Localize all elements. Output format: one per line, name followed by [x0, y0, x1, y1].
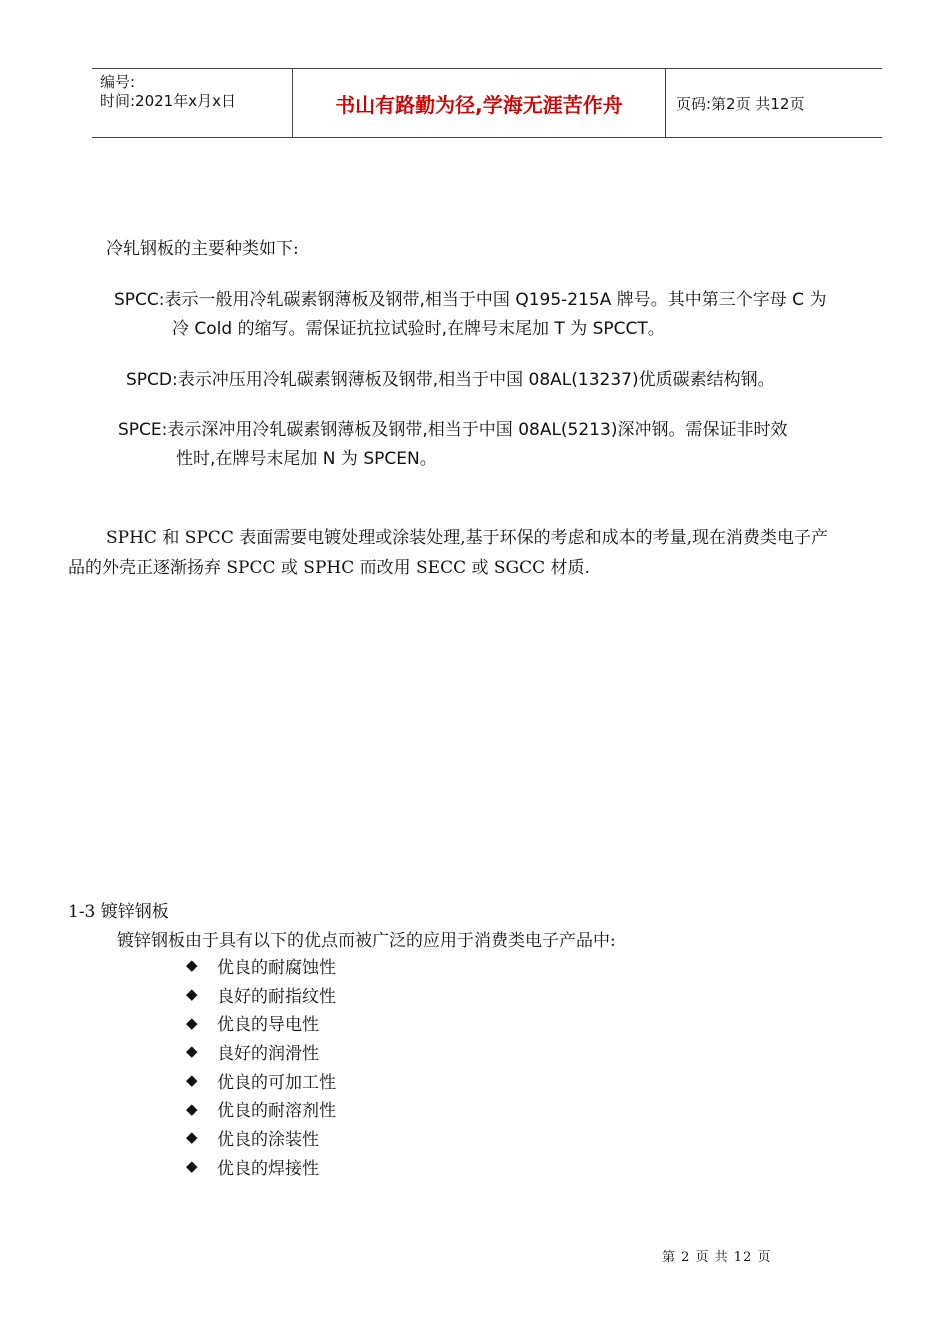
- list-item: [186, 1008, 336, 1037]
- paragraph-line-1: SPHC 和 SPCC 表面需要电镀处理或涂装处理,基于环保的考虑和成本的考量,现在消费类电子产: [106, 528, 829, 548]
- header-page-info: 页码:第2页 共12页: [676, 94, 805, 113]
- diamond-bullet-icon: ◆: [186, 956, 198, 975]
- list-item: [186, 1152, 336, 1181]
- page-header: [92, 68, 882, 138]
- diamond-bullet-icon: ◆: [186, 1128, 198, 1147]
- header-meta-cell: [92, 69, 293, 137]
- section-title: 1-3 镀锌钢板: [68, 902, 169, 922]
- spcc-line-2: 冷 Cold 的缩写。需保证抗拉试验时,在牌号末尾加 T 为 SPCCT。: [172, 319, 665, 339]
- diamond-bullet-icon: ◆: [186, 1157, 198, 1176]
- list-item-text: 良好的润滑性: [217, 1043, 319, 1064]
- spcc-line-1: SPCC:表示一般用冷轧碳素钢薄板及钢带,相当于中国 Q195-215A 牌号。其中第三个字母 C 为: [114, 290, 827, 310]
- diamond-bullet-icon: ◆: [186, 1099, 198, 1118]
- spce-line-1: SPCE:表示深冲用冷轧碳素钢薄板及钢带,相当于中国 08AL(5213)深冲钢。需保证非时效: [118, 420, 788, 440]
- paragraph-line-2: 品的外壳正逐渐扬弃 SPCC 或 SPHC 而改用 SECC 或 SGCC 材质.: [68, 558, 590, 578]
- diamond-bullet-icon: ◆: [186, 1042, 198, 1061]
- spcd-line-1: SPCD:表示冲压用冷轧碳素钢薄板及钢带,相当于中国 08AL(13237)优质碳素结构钢。: [126, 370, 775, 390]
- section-intro: 镀锌钢板由于具有以下的优点而被广泛的应用于消费类电子产品中:: [117, 931, 616, 951]
- spce-line-2: 性时,在牌号末尾加 N 为 SPCEN。: [176, 449, 437, 469]
- diamond-bullet-icon: ◆: [186, 1013, 198, 1032]
- page-footer: 第 2 页 共 12 页: [662, 1250, 772, 1265]
- list-item-text: 优良的焊接性: [217, 1158, 319, 1179]
- serial-label: 编号:: [100, 73, 136, 91]
- list-item: [186, 1123, 336, 1152]
- list-item: [186, 1094, 336, 1123]
- list-item-text: 优良的导电性: [217, 1015, 319, 1036]
- list-item: [186, 1066, 336, 1095]
- list-item-text: 优良的耐溶剂性: [217, 1101, 336, 1122]
- diamond-bullet-icon: ◆: [186, 985, 198, 1004]
- header-motto: 书山有路勤为径,学海无涯苦作舟: [335, 92, 623, 117]
- list-item-text: 良好的耐指纹性: [217, 986, 336, 1007]
- list-item-text: 优良的可加工性: [217, 1072, 336, 1093]
- list-item: [186, 951, 336, 980]
- diamond-bullet-icon: ◆: [186, 1071, 198, 1090]
- intro-text: 冷轧钢板的主要种类如下:: [106, 239, 299, 259]
- list-item-text: 优良的涂装性: [217, 1129, 319, 1150]
- list-item: [186, 980, 336, 1009]
- list-item: [186, 1037, 336, 1066]
- list-item-text: 优良的耐腐蚀性: [217, 957, 336, 978]
- header-motto-cell: [293, 69, 666, 137]
- time-label: 时间:2021年x月x日: [100, 92, 236, 110]
- header-page-cell: [666, 69, 882, 137]
- benefit-list: [186, 951, 336, 1181]
